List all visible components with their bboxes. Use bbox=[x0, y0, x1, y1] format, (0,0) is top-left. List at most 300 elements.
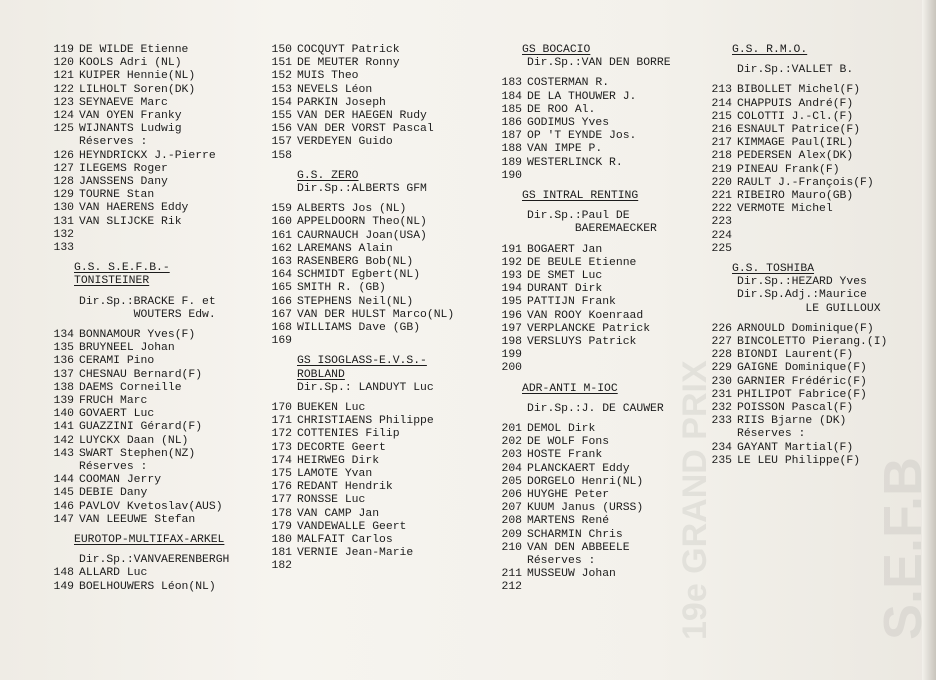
rider-number: 135 bbox=[53, 342, 74, 355]
rider-number: 184 bbox=[501, 90, 522, 103]
team-heading bbox=[698, 263, 814, 276]
rider-number: 159 bbox=[271, 203, 292, 216]
rider-name: WILLIAMS Dave (GB) bbox=[297, 322, 421, 334]
rider-entry bbox=[258, 123, 434, 136]
rider-number: 223 bbox=[711, 216, 732, 229]
team-director bbox=[488, 210, 630, 223]
rider-entry bbox=[40, 329, 195, 342]
reserves-label bbox=[40, 136, 147, 149]
rider-number: 234 bbox=[711, 441, 732, 454]
rider-number: 177 bbox=[271, 494, 292, 507]
rider-entry bbox=[40, 57, 182, 70]
rider-name: GAIGNE Dominique(F) bbox=[737, 362, 867, 375]
rider-number: 168 bbox=[271, 322, 292, 334]
rider-name: ARNOULD Dominique(F) bbox=[737, 322, 874, 335]
rider-entry bbox=[258, 243, 393, 256]
director-label: Dir.Sp.:VANVAERENBERGH bbox=[79, 554, 230, 567]
rider-entry bbox=[258, 508, 379, 521]
rider-number: 173 bbox=[271, 441, 292, 454]
rider-name: LE LEU Philippe(F) bbox=[737, 454, 861, 467]
rider-name: RIIS Bjarne (DK) bbox=[737, 415, 847, 428]
rider-number: 197 bbox=[501, 322, 522, 335]
rider-entry bbox=[258, 402, 365, 415]
rider-entry bbox=[40, 514, 195, 527]
reserves-text: Réserves : bbox=[79, 461, 148, 473]
rider-entry bbox=[40, 581, 216, 594]
reserves-text: Réserves : bbox=[527, 555, 596, 567]
rider-name: DE WILDE Etienne bbox=[79, 44, 189, 56]
rider-entry bbox=[698, 230, 737, 243]
rider-number: 161 bbox=[271, 229, 292, 242]
rider-name: VAN LEEUWE Stefan bbox=[79, 513, 196, 526]
rider-name: KUUM Janus (URSS) bbox=[527, 502, 644, 515]
rider-name: DE ROO Al. bbox=[527, 103, 596, 116]
rider-number: 219 bbox=[711, 163, 732, 176]
rider-number: 212 bbox=[501, 581, 522, 594]
rider-entry bbox=[698, 124, 860, 137]
rider-entry bbox=[698, 362, 867, 375]
rider-name: RAULT J.-François(F) bbox=[737, 176, 874, 189]
rider-name: HOSTE Frank bbox=[527, 449, 603, 462]
rider-entry bbox=[40, 216, 182, 229]
rider-name: CHAPPUIS André(F) bbox=[737, 97, 854, 110]
rider-entry bbox=[488, 104, 595, 117]
rider-number: 191 bbox=[501, 243, 522, 256]
rider-entry bbox=[258, 521, 406, 534]
rider-entry bbox=[40, 395, 147, 408]
rider-name: VAN DER VORST Pascal bbox=[297, 123, 434, 136]
director-label: Dir.Sp.:J. DE CAUWER bbox=[527, 402, 664, 415]
rider-name: MALFAIT Carlos bbox=[297, 534, 393, 546]
rider-entry bbox=[40, 501, 223, 514]
team-director bbox=[40, 554, 229, 567]
rider-entry bbox=[258, 203, 406, 216]
rider-number: 235 bbox=[711, 454, 732, 467]
rider-entry bbox=[258, 442, 386, 455]
rider-number: 221 bbox=[711, 190, 732, 202]
rider-number: 119 bbox=[53, 44, 74, 56]
rider-entry bbox=[40, 408, 154, 421]
rider-number: 183 bbox=[501, 77, 522, 90]
rider-number: 133 bbox=[53, 242, 74, 254]
rider-name: DE LA THOUWER J. bbox=[527, 90, 637, 103]
rider-number: 160 bbox=[271, 216, 292, 229]
rider-number: 214 bbox=[711, 97, 732, 110]
team-heading bbox=[258, 355, 427, 368]
rider-entry bbox=[698, 442, 853, 455]
rider-entry bbox=[488, 77, 609, 90]
rider-entry bbox=[40, 242, 79, 255]
rider-number: 226 bbox=[711, 322, 732, 335]
reserves-text: Réserves : bbox=[79, 136, 148, 149]
rider-number: 220 bbox=[711, 176, 732, 189]
rider-number: 187 bbox=[501, 130, 522, 143]
rider-name: ALLARD Luc bbox=[79, 567, 148, 580]
rider-number: 145 bbox=[53, 487, 74, 500]
rider-entry bbox=[258, 309, 454, 322]
rider-name: VAN HAERENS Eddy bbox=[79, 202, 189, 215]
rider-entry bbox=[698, 376, 867, 389]
rider-entry bbox=[40, 110, 182, 123]
rider-number: 123 bbox=[53, 96, 74, 109]
rider-entry bbox=[488, 349, 527, 362]
rider-name: VAN SLIJCKE Rik bbox=[79, 215, 182, 228]
show-through-text: S.E.F.B bbox=[873, 456, 933, 640]
rider-entry bbox=[488, 542, 630, 555]
rider-entry bbox=[488, 157, 623, 170]
rider-number: 201 bbox=[501, 423, 522, 435]
rider-entry bbox=[698, 402, 853, 415]
rider-name: BOGAERT Jan bbox=[527, 243, 603, 256]
rider-entry bbox=[40, 202, 188, 215]
rider-name: DURANT Dirk bbox=[527, 283, 603, 296]
rider-number: 125 bbox=[53, 123, 74, 136]
rider-entry bbox=[488, 310, 643, 323]
director-label: Dir.Sp.:VAN DEN BORRE bbox=[527, 57, 671, 70]
rider-entry bbox=[40, 44, 188, 57]
rider-entry bbox=[488, 362, 527, 375]
team-name: GS INTRAL RENTING bbox=[522, 190, 639, 202]
rider-number: 224 bbox=[711, 229, 732, 242]
rider-entry bbox=[40, 150, 216, 163]
rider-name: DE MEUTER Ronny bbox=[297, 57, 400, 70]
team-heading bbox=[698, 44, 807, 57]
team-director bbox=[488, 223, 657, 236]
rider-number: 189 bbox=[501, 156, 522, 169]
team-heading bbox=[40, 262, 170, 275]
team-name: G.S. R.M.O. bbox=[732, 44, 808, 56]
rider-name: PAVLOV Kvetoslav(AUS) bbox=[79, 500, 223, 513]
rider-number: 157 bbox=[271, 136, 292, 149]
rider-entry bbox=[698, 190, 853, 203]
rider-name: RASENBERG Bob(NL) bbox=[297, 256, 414, 268]
rider-entry bbox=[40, 163, 168, 176]
rider-name: VERNIE Jean-Marie bbox=[297, 547, 414, 560]
rider-name: PATTIJN Frank bbox=[527, 296, 616, 309]
team-heading bbox=[40, 275, 149, 288]
rider-number: 167 bbox=[271, 308, 292, 321]
team-heading bbox=[258, 170, 359, 183]
rider-number: 147 bbox=[53, 513, 74, 526]
rider-number: 192 bbox=[501, 256, 522, 269]
rider-name: SCHARMIN Chris bbox=[527, 528, 623, 541]
rider-entry bbox=[258, 44, 400, 57]
rider-number: 185 bbox=[501, 103, 522, 116]
rider-name: OP 'T EYNDE Jos. bbox=[527, 130, 637, 143]
rider-number: 166 bbox=[271, 295, 292, 308]
rider-entry bbox=[488, 568, 616, 581]
rider-entry bbox=[488, 463, 630, 476]
rider-entry bbox=[698, 455, 860, 468]
team-heading bbox=[488, 190, 638, 203]
rider-entry bbox=[258, 547, 413, 560]
director-label: Dir.Sp.:Paul DE bbox=[527, 210, 630, 223]
rider-name: DE BEULE Etienne bbox=[527, 256, 637, 269]
rider-number: 149 bbox=[53, 580, 74, 593]
director-label: Dir.Sp.Adj.:Maurice bbox=[737, 289, 867, 302]
rider-number: 190 bbox=[501, 169, 522, 182]
team-name: ADR-ANTI M-IOC bbox=[522, 382, 618, 395]
rider-number: 162 bbox=[271, 242, 292, 255]
rider-entry bbox=[488, 244, 602, 257]
rider-number: 164 bbox=[271, 269, 292, 282]
rider-number: 132 bbox=[53, 228, 74, 241]
rider-number: 140 bbox=[53, 408, 74, 421]
rider-name: LAMOTE Yvan bbox=[297, 468, 373, 480]
rider-number: 163 bbox=[271, 256, 292, 268]
rider-entry bbox=[40, 435, 188, 448]
rider-number: 222 bbox=[711, 203, 732, 216]
rider-number: 178 bbox=[271, 507, 292, 520]
rider-entry bbox=[258, 468, 372, 481]
rider-name: VAN DER HAEGEN Rudy bbox=[297, 110, 427, 122]
rider-entry bbox=[258, 216, 427, 229]
rider-number: 196 bbox=[501, 309, 522, 322]
rider-number: 128 bbox=[53, 176, 74, 188]
rider-name: BONNAMOUR Yves(F) bbox=[79, 329, 196, 341]
rider-name: PLANCKAERT Eddy bbox=[527, 462, 630, 475]
rider-entry bbox=[40, 448, 195, 461]
rider-entry bbox=[40, 487, 147, 500]
rider-name: GUAZZINI Gérard(F) bbox=[79, 421, 203, 434]
rider-number: 141 bbox=[53, 421, 74, 434]
rider-name: HEIRWEG Dirk bbox=[297, 454, 380, 467]
reserves-label bbox=[698, 428, 805, 441]
rider-entry bbox=[40, 369, 202, 382]
rider-number: 193 bbox=[501, 270, 522, 282]
rider-entry bbox=[258, 70, 359, 83]
reserves-label bbox=[40, 461, 147, 474]
rider-number: 232 bbox=[711, 402, 732, 414]
rider-entry bbox=[698, 177, 874, 190]
team-name: GS ISOGLASS-E.V.S.- bbox=[297, 355, 427, 368]
director-label: Dir.Sp.: LANDUYT Luc bbox=[297, 381, 434, 394]
rider-number: 206 bbox=[501, 489, 522, 501]
rider-name: GAYANT Martial(F) bbox=[737, 441, 854, 454]
rider-entry bbox=[698, 203, 833, 216]
rider-number: 176 bbox=[271, 481, 292, 494]
rider-name: LILHOLT Soren(DK) bbox=[79, 83, 196, 96]
rider-entry bbox=[488, 476, 643, 489]
team-director bbox=[698, 64, 853, 77]
director-label: Dir.Sp.:VALLET B. bbox=[737, 64, 854, 77]
rider-number: 210 bbox=[501, 541, 522, 554]
rider-entry bbox=[488, 296, 616, 309]
rider-number: 126 bbox=[53, 149, 74, 162]
rider-number: 216 bbox=[711, 124, 732, 136]
rider-entry bbox=[258, 256, 413, 269]
rider-name: DE WOLF Fons bbox=[527, 436, 610, 449]
rider-name: PEDERSEN Alex(DK) bbox=[737, 150, 854, 163]
rider-entry bbox=[488, 489, 609, 502]
reserves-label bbox=[488, 555, 595, 568]
rider-name: DORGELO Henri(NL) bbox=[527, 475, 644, 488]
rider-name: DEBIE Dany bbox=[79, 487, 148, 500]
rider-number: 139 bbox=[53, 395, 74, 407]
rider-entry bbox=[40, 567, 147, 580]
rider-number: 217 bbox=[711, 137, 732, 150]
rider-entry bbox=[698, 415, 846, 428]
rider-entry bbox=[40, 355, 154, 368]
rider-number: 154 bbox=[271, 96, 292, 109]
rider-number: 124 bbox=[53, 110, 74, 122]
rider-entry bbox=[488, 423, 595, 436]
rider-name: HEYNDRICKX J.-Pierre bbox=[79, 149, 216, 162]
rider-entry bbox=[488, 581, 527, 594]
rider-number: 156 bbox=[271, 123, 292, 136]
rider-number: 170 bbox=[271, 402, 292, 414]
rider-entry bbox=[488, 257, 636, 270]
rider-entry bbox=[698, 137, 853, 150]
rider-name: COCQUYT Patrick bbox=[297, 44, 400, 56]
rider-entry bbox=[258, 296, 413, 309]
rider-number: 129 bbox=[53, 189, 74, 202]
rider-number: 152 bbox=[271, 70, 292, 83]
rider-number: 143 bbox=[53, 447, 74, 460]
rider-number: 172 bbox=[271, 428, 292, 441]
rider-number: 169 bbox=[271, 335, 292, 348]
rider-name: RIBEIRO Mauro(GB) bbox=[737, 190, 854, 202]
rider-entry bbox=[488, 449, 602, 462]
rider-name: WIJNANTS Ludwig bbox=[79, 123, 182, 136]
rider-entry bbox=[258, 335, 297, 348]
rider-number: 174 bbox=[271, 454, 292, 467]
rider-name: KUIPER Hennie(NL) bbox=[79, 70, 196, 83]
rider-name: BINCOLETTO Pierang.(I) bbox=[737, 336, 888, 348]
rider-entry bbox=[258, 481, 393, 494]
rider-name: BOELHOUWERS Léon(NL) bbox=[79, 580, 216, 593]
rider-number: 134 bbox=[53, 329, 74, 341]
team-heading bbox=[488, 44, 590, 57]
rider-number: 204 bbox=[501, 462, 522, 475]
rider-number: 229 bbox=[711, 362, 732, 375]
rider-name: COOMAN Jerry bbox=[79, 474, 162, 487]
rider-number: 151 bbox=[271, 57, 292, 70]
rider-entry bbox=[40, 123, 182, 136]
rider-name: WESTERLINCK R. bbox=[527, 156, 623, 169]
rider-entry bbox=[258, 230, 427, 243]
team-name: G.S. ZERO bbox=[297, 169, 359, 182]
rider-name: CHRISTIAENS Philippe bbox=[297, 415, 434, 428]
rider-number: 180 bbox=[271, 534, 292, 546]
rider-name: COTTENIES Filip bbox=[297, 428, 400, 441]
rider-name: PINEAU Frank(F) bbox=[737, 163, 840, 176]
director-label: LE GUILLOUX bbox=[737, 302, 881, 315]
rider-number: 227 bbox=[711, 336, 732, 348]
rider-number: 207 bbox=[501, 502, 522, 515]
rider-name: VAN CAMP Jan bbox=[297, 507, 380, 520]
rider-entry bbox=[258, 560, 297, 573]
rider-name: MUIS Theo bbox=[297, 70, 359, 83]
rider-entry bbox=[258, 428, 400, 441]
rider-name: FRUCH Marc bbox=[79, 395, 148, 407]
rider-name: DECORTE Geert bbox=[297, 441, 386, 454]
rider-entry bbox=[258, 269, 420, 282]
rider-entry bbox=[698, 164, 840, 177]
rider-name: GOVAERT Luc bbox=[79, 408, 155, 421]
rider-number: 136 bbox=[53, 355, 74, 368]
rider-number: 205 bbox=[501, 475, 522, 488]
rider-name: GODIMUS Yves bbox=[527, 117, 610, 129]
rider-name: CHESNAU Bernard(F) bbox=[79, 368, 203, 381]
team-director bbox=[698, 289, 867, 302]
rider-name: TOURNE Stan bbox=[79, 189, 155, 202]
rider-entry bbox=[40, 189, 154, 202]
rider-number: 146 bbox=[53, 500, 74, 513]
rider-name: POISSON Pascal(F) bbox=[737, 402, 854, 414]
rider-name: BIBOLLET Michel(F) bbox=[737, 84, 861, 97]
rider-entry bbox=[40, 176, 168, 189]
rider-name: VERSLUYS Patrick bbox=[527, 336, 637, 348]
rider-name: CAURNAUCH Joan(USA) bbox=[297, 229, 427, 242]
team-name: G.S. S.E.F.B.- bbox=[74, 262, 170, 275]
rider-name: DE SMET Luc bbox=[527, 270, 603, 282]
rider-entry bbox=[488, 283, 602, 296]
rider-number: 231 bbox=[711, 388, 732, 401]
director-label: Dir.Sp.:HEZARD Yves bbox=[737, 276, 867, 289]
team-director bbox=[40, 296, 216, 309]
rider-number: 150 bbox=[271, 44, 292, 56]
rider-number: 202 bbox=[501, 436, 522, 449]
rider-name: MUSSEUW Johan bbox=[527, 568, 616, 581]
rider-number: 200 bbox=[501, 362, 522, 375]
rider-name: SMITH R. (GB) bbox=[297, 282, 386, 295]
rider-name: VAN ROOY Koenraad bbox=[527, 309, 644, 322]
rider-name: SCHMIDT Egbert(NL) bbox=[297, 269, 421, 282]
team-director bbox=[488, 57, 671, 70]
rider-entry bbox=[258, 282, 386, 295]
rider-number: 158 bbox=[271, 149, 292, 162]
rider-name: VAN DER HULST Marco(NL) bbox=[297, 308, 455, 321]
rider-number: 131 bbox=[53, 215, 74, 228]
rider-number: 155 bbox=[271, 110, 292, 122]
rider-number: 230 bbox=[711, 375, 732, 388]
rider-entry bbox=[40, 97, 168, 110]
rider-name: JANSSENS Dany bbox=[79, 176, 168, 188]
director-label: BAEREMAECKER bbox=[527, 223, 657, 236]
team-heading bbox=[40, 534, 224, 547]
rider-number: 120 bbox=[53, 57, 74, 70]
rider-name: MARTENS René bbox=[527, 515, 610, 528]
rider-entry bbox=[698, 336, 887, 349]
rider-entry bbox=[698, 111, 853, 124]
rider-number: 186 bbox=[501, 117, 522, 129]
rider-entry bbox=[488, 529, 623, 542]
rider-name: VANDEWALLE Geert bbox=[297, 520, 407, 533]
team-heading bbox=[258, 369, 345, 382]
rider-name: COSTERMAN R. bbox=[527, 77, 610, 90]
rider-number: 203 bbox=[501, 449, 522, 462]
rider-name: KIMMAGE Paul(IRL) bbox=[737, 137, 854, 150]
rider-entry bbox=[258, 494, 365, 507]
rider-entry bbox=[488, 436, 609, 449]
team-director bbox=[40, 309, 216, 322]
rider-name: LAREMANS Alain bbox=[297, 242, 393, 255]
team-director bbox=[488, 403, 664, 416]
rider-number: 218 bbox=[711, 150, 732, 163]
rider-entry bbox=[698, 150, 853, 163]
team-name: G.S. TOSHIBA bbox=[732, 263, 815, 275]
rider-name: VERDEYEN Guido bbox=[297, 136, 393, 149]
rider-name: DEMOL Dirk bbox=[527, 423, 596, 435]
rider-name: COLOTTI J.-Cl.(F) bbox=[737, 110, 854, 123]
rider-name: GARNIER Frédéric(F) bbox=[737, 375, 867, 388]
rider-name: VERMOTE Michel bbox=[737, 203, 833, 216]
rider-entry bbox=[488, 515, 609, 528]
rider-entry bbox=[488, 323, 650, 336]
rider-entry bbox=[40, 474, 161, 487]
rider-name: RONSSE Luc bbox=[297, 494, 366, 507]
